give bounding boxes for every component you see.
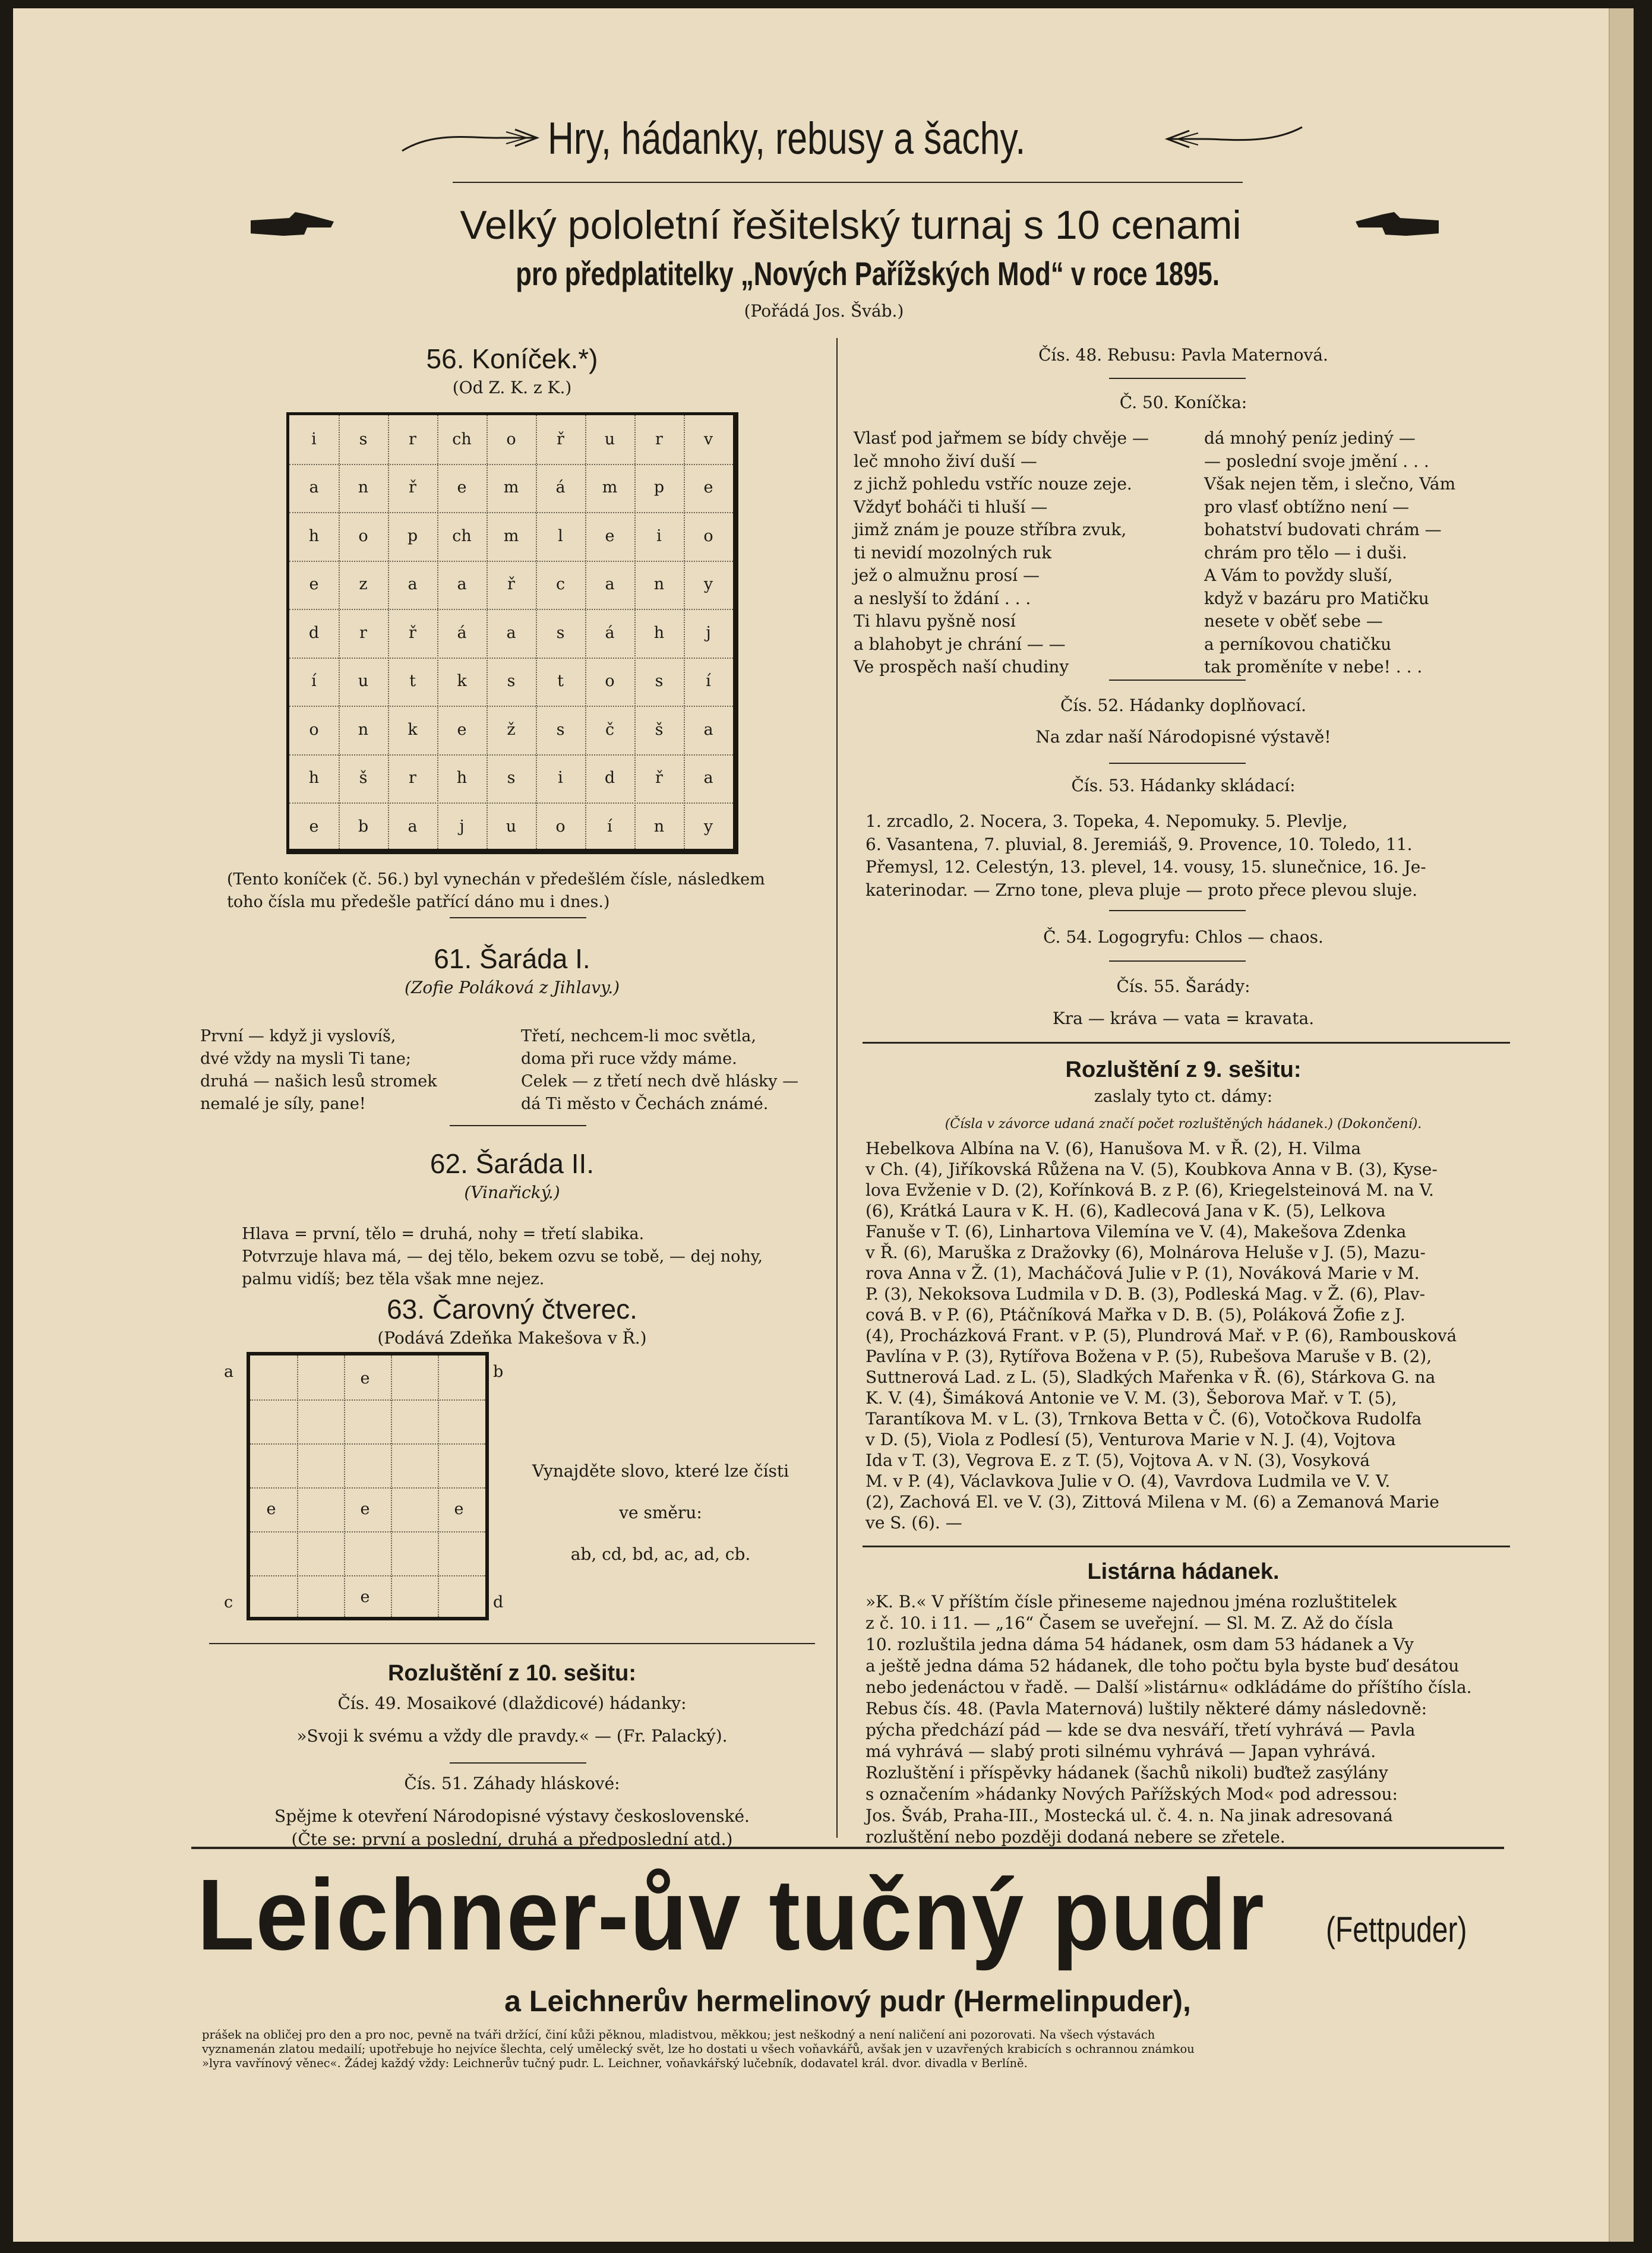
solver-line: Pavlína v P. (3), Rytířova Božena v P. (5), Rubešova Maruše v B. (2),: [866, 1347, 1432, 1366]
grid-cell: o: [506, 429, 516, 448]
grid-cell: č: [605, 720, 615, 739]
grid-cell: v: [703, 429, 713, 448]
verse-line: dvé vždy na mysli Ti tane;: [200, 1050, 411, 1068]
rozlusteni-9-list: [866, 1138, 1513, 1533]
square-letter: e: [266, 1499, 276, 1518]
grid-cell: o: [605, 672, 615, 690]
text-line: (Čte se: první a poslední, druhá a předposlední atd.): [291, 1829, 733, 1849]
grid-cell: a: [309, 478, 319, 497]
grid-cell: p: [653, 478, 665, 497]
grid-cell: d: [604, 769, 615, 787]
instruction-line: Vynajděte slovo, které lze čísti: [532, 1461, 789, 1481]
pointing-hand-right-icon: [248, 207, 337, 243]
grid-cell: u: [506, 817, 517, 836]
tournament-subtitle: pro předplatitelky „Nových Pařížských Mod“ v roce 1895.: [516, 255, 1220, 292]
listarna-line: má vyhrává — slabý proti silnému vyhrává — Japan vyhrává.: [866, 1742, 1376, 1761]
verse-line: jimž znám je pouze stříbra zvuk,: [854, 520, 1127, 539]
text-line: Hlava = první, tělo = druhá, nohy = třetí slabika.: [242, 1225, 645, 1243]
verse-line: tak proměníte v nebe! . . .: [1204, 657, 1423, 677]
text-line: Potvrzuje hlava má, — dej tělo, bekem ozvu se tobě, — dej nohy,: [242, 1247, 763, 1266]
grid-cell: t: [557, 672, 564, 690]
grid-cell: y: [703, 817, 713, 836]
note-line: toho čísla mu předešle patřící dáno mu i dnes.): [227, 893, 610, 911]
solver-line: rova Anna v Ž. (1), Macháčová Julie v P. (1), Nováková Marie v M.: [866, 1263, 1420, 1283]
c51-text: [209, 1805, 815, 1851]
divider: [450, 1762, 586, 1764]
grid-cell: r: [655, 429, 663, 448]
verse-line: doma při ruce vždy máme.: [521, 1050, 737, 1068]
c49-head: [209, 1692, 815, 1715]
corner-label-a: a: [224, 1363, 234, 1381]
grid-cell: e: [309, 575, 319, 593]
rozlusteni-9-title: Rozluštění z 9. sešitu:: [1065, 1057, 1302, 1082]
verse-line: chrám pro tělo — i duši.: [1204, 542, 1407, 563]
grid-cell: š: [359, 769, 368, 787]
listarna-line: z č. 10. i 11. — „16“ Časem se uveřejní. — Sl. M. Z. Až do čísla: [866, 1613, 1394, 1633]
grid-cell: ř: [507, 575, 515, 593]
grid-line: [634, 415, 636, 849]
grid-cell: o: [703, 526, 713, 545]
c50-left-verse: [854, 427, 1192, 679]
verse-line: Však nejen těm, i slečno, Vám: [1204, 474, 1456, 494]
section-title: Hry, hádanky, rebusy a šachy.: [548, 113, 1026, 164]
divider: [863, 1042, 1510, 1044]
advert-headline-text: Leichner-ův tučný pudr: [197, 1859, 1265, 1971]
solver-line: P. (3), Nekoksova Ludmila v D. B. (3), Podleská Mag. v Ž. (6), Plav-: [866, 1284, 1426, 1304]
grid-line: [289, 706, 733, 707]
c51-head: Čís. 51. Záhady hláskové:: [404, 1774, 620, 1793]
grid-cell: r: [409, 429, 416, 448]
sarada-62-author: (Vinařický.): [464, 1183, 560, 1202]
advert-headline: [197, 1856, 1345, 1974]
konicek-56-grid: [286, 412, 738, 854]
verse-line: Celek — z třetí nech dvě hlásky —: [521, 1072, 799, 1091]
grid-cell: o: [358, 526, 368, 545]
grid-cell: á: [555, 478, 566, 497]
verse-line: dá mnohý peníz jediný —: [1204, 428, 1416, 448]
c49-text: »Svoji k svému a vždy dle pravdy.« — (Fr. Palacký).: [296, 1726, 728, 1746]
grid-cell: n: [358, 478, 369, 497]
advert-line: vyznamenán zlatou medailí; upotřebuje ho nejvíce šlechta, celý umělecký svět, lze ho dostati u všech voňavkářů, avšak jen v uzavřených krabicích s ochrannou známkou: [202, 2042, 1195, 2056]
grid-cell: o: [555, 817, 566, 836]
verse-line: a blahobyt je chrání — —: [854, 634, 1066, 654]
grid-cell: a: [506, 623, 516, 642]
grid-cell: j: [706, 623, 711, 642]
grid-cell: ř: [409, 623, 416, 642]
grid-cell: i: [656, 526, 662, 545]
grid-cell: a: [605, 575, 615, 593]
instruction-line: ve směru:: [619, 1503, 702, 1522]
grid-cell: s: [556, 720, 565, 739]
divider: [863, 1546, 1510, 1547]
text-line: 1. zrcadlo, 2. Nocera, 3. Topeka, 4. Nepomuky. 5. Plevlje,: [866, 811, 1348, 831]
right-ornament-arrow-icon: [1157, 121, 1305, 157]
solver-line: (6), Krátká Laura v K. H. (6), Kadlecová Jana v K. (5), Lelkova: [866, 1201, 1386, 1221]
grid-cell: n: [358, 720, 369, 739]
listarna-line: Jos. Šváb, Praha-III., Mostecká ul. č. 4. n. Na jinak adresovaná: [866, 1806, 1393, 1825]
grid-cell: r: [409, 769, 416, 787]
listarna-line: »K. B.« V příštím čísle přineseme najednou jména rozluštitelek: [866, 1592, 1397, 1611]
grid-cell: r: [359, 623, 367, 642]
corner-label-c: c: [224, 1593, 233, 1611]
grid-line: [585, 415, 586, 849]
grid-line: [289, 561, 733, 562]
grid-line: [388, 415, 389, 849]
grid-line: [289, 609, 733, 610]
verse-line: A Vám to povždy sluší,: [1204, 565, 1393, 585]
divider: [450, 917, 586, 918]
grid-line: [289, 754, 733, 756]
grid-cell: ž: [507, 720, 516, 739]
listarna-line: Rozluštění i příspěvky hádanek (šachů nikoli) buďtež zasýlány: [866, 1763, 1388, 1783]
grid-cell: s: [556, 623, 565, 642]
sarada-62-text: [242, 1223, 836, 1291]
verse-line: ti nevidí mozolných ruk: [854, 542, 1052, 563]
text-line: 6. Vasantena, 7. pluvial, 8. Jeremiáš, 9. Provence, 10. Toledo, 11.: [866, 834, 1413, 854]
grid-cell: s: [507, 769, 516, 787]
listarna-line: 10. rozluštila jedna dáma 54 hádanek, osm dam 53 hádanek a Vy: [866, 1635, 1414, 1654]
grid-cell: i: [311, 429, 317, 448]
listarna-line: s označením »hádanky Nových Pařížských Mod« pod adressou:: [866, 1784, 1398, 1804]
grid-cell: d: [308, 623, 320, 642]
grid-cell: a: [457, 575, 467, 593]
divider: [1109, 680, 1246, 681]
c55-head: Čís. 55. Šarády:: [1116, 977, 1250, 996]
instruction-line: ab, cd, bd, ac, ad, cb.: [570, 1544, 751, 1564]
grid-cell: m: [503, 526, 519, 545]
square-letter: e: [360, 1587, 370, 1606]
verse-line: Vždyť boháči ti hluší —: [854, 497, 1048, 517]
square-letter: e: [360, 1499, 370, 1518]
advert-line: prášek na obličej pro den a pro noc, pevně na tváři držící, činí kůži pěknou, mladistvou, měkkou; jest neškodný a není naličení ani pozorovati. Na všech výstavách: [202, 2028, 1155, 2042]
note-line: (Tento koníček (č. 56.) byl vynechán v předešlém čísle, následkem: [227, 870, 765, 889]
grid-line: [339, 415, 340, 849]
advert-body: [202, 2028, 1509, 2071]
divider: [450, 1125, 586, 1126]
grid-line: [684, 415, 685, 849]
grid-cell: i: [558, 769, 563, 787]
page-binding-edge: [1609, 8, 1634, 2242]
grid-cell: m: [602, 478, 618, 497]
c52-head: Čís. 52. Hádanky doplňovací.: [1060, 696, 1307, 715]
verse-line: z jichž pohledu vstříc nouze zeje.: [854, 474, 1132, 494]
ctverec-63-title: 63. Čarovný čtverec.: [387, 1294, 637, 1325]
grid-cell: a: [408, 817, 418, 836]
grid-cell: h: [456, 769, 468, 787]
verse-line: Třetí, nechcem-li moc světla,: [521, 1027, 756, 1045]
advert-line: »lyra vavřínový věnec«. Žádej každý vždy: Leichnerův tučný pudr. L. Leichner, voňavkářský lučebník, dodavatel král. dvor. divadla v Berlíně.: [202, 2056, 1028, 2070]
grid-cell: á: [605, 623, 615, 642]
grid-line: [437, 415, 438, 849]
verse-line: První — když ji vyslovíš,: [200, 1027, 396, 1045]
grid-cell: h: [308, 526, 320, 545]
sarada-61-title: 61. Šaráda I.: [434, 943, 590, 974]
text-line: Spějme k otevření Národopisné výstavy československé.: [274, 1806, 750, 1826]
verse-line: nemalé je síly, pane!: [200, 1095, 366, 1113]
verse-line: a perníkovou chatičku: [1204, 634, 1392, 654]
verse-line: nesete v oběť sebe —: [1204, 611, 1383, 631]
column-divider: [836, 338, 838, 1838]
solver-line: Fanuše v T. (6), Linhartova Vilemína ve V. (4), Makešova Zdenka: [866, 1222, 1407, 1241]
grid-cell: l: [558, 526, 563, 545]
grid-cell: c: [555, 575, 566, 593]
grid-cell: y: [703, 575, 713, 593]
grid-cell: s: [507, 672, 516, 690]
grid-cell: j: [459, 817, 465, 836]
grid-cell: a: [408, 575, 418, 593]
magazine-page: [13, 8, 1634, 2242]
c49-head-text: Čís. 49. Mosaikové (dlaždicové) hádanky:: [337, 1693, 687, 1713]
magic-square-grid: [247, 1352, 489, 1620]
sarada-61-author: (Zofie Poláková z Jihlavy.): [404, 978, 620, 997]
rozlusteni-9-note: (Čísla v závorce udaná značí počet rozluštěných hádanek.) (Dokončení).: [945, 1117, 1422, 1132]
c53-head: Čís. 53. Hádanky skládací:: [1071, 776, 1296, 795]
grid-cell: á: [457, 623, 467, 642]
solver-line: ve S. (6). —: [866, 1513, 962, 1532]
square-letter: e: [454, 1499, 464, 1518]
advert-headline-aside: (Fettpuder): [1326, 1910, 1467, 1949]
listarna-line: a ještě jedna dáma 52 hádanek, dle toho počtu byla byste buď desátou: [866, 1656, 1460, 1676]
grid-cell: u: [358, 672, 369, 690]
grid-cell: t: [409, 672, 416, 690]
grid-cell: k: [408, 720, 418, 739]
divider: [1109, 910, 1246, 911]
verse-line: pro vlasť obtížno není —: [1204, 497, 1410, 517]
grid-cell: a: [703, 720, 713, 739]
grid-line: [289, 512, 733, 513]
grid-line: [487, 415, 488, 849]
solver-line: v Ch. (4), Jiříkovská Růžena na V. (5), Koubkova Anna v B. (3), Kyse-: [866, 1159, 1438, 1179]
sarada-62-title: 62. Šaráda II.: [429, 1148, 595, 1179]
grid-cell: n: [653, 575, 665, 593]
c53-text: [866, 810, 1519, 902]
grid-cell: í: [607, 817, 612, 836]
solver-line: cová B. v P. (6), Ptáčníková Mařka v D. B. (5), Poláková Žofie z J.: [866, 1305, 1405, 1325]
grid-cell: k: [457, 672, 467, 690]
solver-line: lova Evženie v D. (2), Kořínková B. z P. (6), Kriegelsteinová M. na V.: [866, 1180, 1434, 1200]
advert-subline: a Leichnerův hermelinový pudr (Hermelinpuder),: [504, 1985, 1191, 2018]
verse-line: — poslední svoje jmění . . .: [1204, 451, 1429, 471]
grid-cell: ř: [655, 769, 663, 787]
solver-line: Suttnerová Lad. z L. (5), Sladkých Mařenka v Ř. (6), Stárkova G. na: [866, 1367, 1436, 1387]
solver-line: Hebelkova Albína na V. (6), Hanušova M. v Ř. (2), H. Vilma: [866, 1139, 1362, 1158]
grid-cell: e: [605, 526, 615, 545]
grid-cell: z: [359, 575, 368, 593]
header-divider: [453, 182, 1243, 183]
listarna-line: nebo jedenáctou v řadě. — Další »listárnu« odkládáme do příštího čísla.: [866, 1677, 1472, 1697]
rozlusteni-10-title: Rozluštění z 10. sešitu:: [387, 1661, 637, 1686]
grid-cell: a: [703, 769, 713, 787]
grid-cell: n: [653, 817, 665, 836]
divider: [1109, 960, 1246, 962]
sarada-61-left-verse: [200, 1025, 509, 1116]
solver-line: Ida v T. (3), Vegrova E. z T. (5), Vojtova A. v N. (3), Vosyková: [866, 1451, 1370, 1470]
listarna-text: [866, 1591, 1513, 1848]
ctverec-63-author: (Podává Zdeňka Makešova v Ř.): [377, 1328, 647, 1348]
solver-line: Tarantíkova M. v L. (3), Trnkova Betta v Č. (6), Votočkova Rudolfa: [866, 1409, 1422, 1429]
c52-text: Na zdar naší Národopisné výstavě!: [1035, 727, 1331, 747]
divider: [1109, 763, 1246, 764]
grid-cell: ch: [452, 526, 472, 545]
verse-line: a neslyší to ždání . . .: [854, 588, 1031, 608]
text-line: katerinodar. — Zrno tone, pleva pluje — proto přece plevou sluje.: [866, 880, 1418, 900]
grid-cell: e: [457, 478, 467, 497]
solver-line: (4), Procházková Frant. v P. (5), Plundrová Mař. v P. (6), Rambousková: [866, 1326, 1457, 1345]
grid-cell: ř: [409, 478, 416, 497]
grid-cell: h: [308, 769, 320, 787]
verse-line: když v bazáru pro Matičku: [1204, 588, 1429, 608]
verse-line: dá Ti město v Čechách známé.: [521, 1095, 769, 1113]
verse-line: Ti hlavu pyšně nosí: [854, 611, 1016, 631]
grid-cell: m: [503, 478, 519, 497]
grid-cell: s: [655, 672, 664, 690]
text-line: Přemysl, 12. Celestýn, 13. plevel, 14. vousy, 15. slunečnice, 16. Je-: [866, 857, 1426, 877]
organizer-note: (Pořádá Jos. Šváb.): [744, 301, 904, 321]
solver-line: (2), Zachová El. ve V. (3), Zittová Milena v M. (6) a Zemanová Marie: [866, 1492, 1439, 1512]
c48-answer: Čís. 48. Rebusu: Pavla Maternová.: [1038, 345, 1328, 365]
ctverec-63-instruction: [524, 1451, 797, 1575]
grid-cell: s: [359, 429, 368, 448]
listarna-line: pýcha předchází pád — kde se dva nesváří, třetí vyhrává — Pavla: [866, 1720, 1416, 1740]
listarna-line: rozluštění nebo později dodaná nebere se zřetele.: [866, 1827, 1285, 1847]
grid-cell: ř: [557, 429, 564, 448]
square-letter: e: [360, 1369, 370, 1388]
grid-cell: e: [309, 817, 319, 836]
grid-cell: b: [358, 817, 369, 836]
solver-line: v D. (5), Viola z Podlesí (5), Venturova Marie v N. J. (4), Vojtova: [866, 1430, 1396, 1449]
solver-line: v Ř. (6), Maruška z Dražovky (6), Molnárova Heluše v J. (5), Mazu-: [866, 1243, 1426, 1262]
left-ornament-arrow-icon: [399, 121, 548, 157]
grid-cell: o: [309, 720, 319, 739]
konicek-56-title: 56. Koníček.*): [426, 343, 598, 374]
verse-line: Vlasť pod jařmem se bídy chvěje —: [854, 428, 1149, 448]
grid-cell: e: [703, 478, 713, 497]
listarna-title: Listárna hádanek.: [1087, 1559, 1280, 1584]
verse-line: Ve prospěch naší chudiny: [854, 657, 1069, 677]
grid-line: [289, 658, 733, 659]
pointing-hand-left-icon: [1353, 207, 1442, 243]
tournament-title: Velký pololetní řešitelský turnaj s 10 cenami: [460, 203, 1242, 248]
c50-head: Č. 50. Koníčka:: [1119, 393, 1247, 412]
solver-line: K. V. (4), Šimáková Antonie ve V. M. (3), Šeborova Mař. v T. (5),: [866, 1388, 1397, 1408]
grid-cell: í: [311, 672, 317, 690]
grid-line: [536, 415, 537, 849]
verse-line: druhá — našich lesů stromek: [200, 1072, 437, 1091]
konicek-56-note: [227, 868, 821, 914]
verse-line: jež o almužnu prosí —: [854, 565, 1040, 585]
konicek-56-author: (Od Z. K. z K.): [452, 378, 572, 397]
corner-label-b: b: [493, 1363, 504, 1381]
corner-label-d: d: [493, 1593, 504, 1611]
ad-top-rule: [191, 1847, 1504, 1849]
grid-line: [289, 802, 733, 804]
verse-line: bohatství budovati chrám —: [1204, 520, 1442, 539]
solver-line: M. v P. (4), Václavkova Julie v O. (4), Vavrdova Ludmila ve V. V.: [866, 1471, 1391, 1491]
grid-cell: ch: [452, 429, 472, 448]
grid-cell: í: [706, 672, 711, 690]
c50-right-verse: [1204, 427, 1513, 679]
grid-cell: p: [407, 526, 418, 545]
c54-answer: Č. 54. Logogryfu: Chlos — chaos.: [1043, 927, 1324, 947]
divider: [1109, 378, 1246, 379]
divider: [209, 1643, 815, 1644]
grid-line: [289, 464, 733, 465]
text-line: palmu vidíš; bez těla však mne nejez.: [242, 1270, 545, 1288]
grid-cell: h: [653, 623, 665, 642]
grid-cell: u: [604, 429, 615, 448]
c55-text: Kra — kráva — vata = kravata.: [1052, 1009, 1315, 1028]
sarada-61-right-verse: [521, 1025, 830, 1116]
grid-cell: e: [457, 720, 467, 739]
verse-line: leč mnoho živí duší —: [854, 451, 1037, 471]
grid-cell: š: [655, 720, 664, 739]
listarna-line: Rebus čís. 48. (Pavla Maternová) luštily některé dámy následovně:: [866, 1699, 1427, 1718]
rozlusteni-9-subtitle: zaslaly tyto ct. dámy:: [1094, 1086, 1273, 1106]
